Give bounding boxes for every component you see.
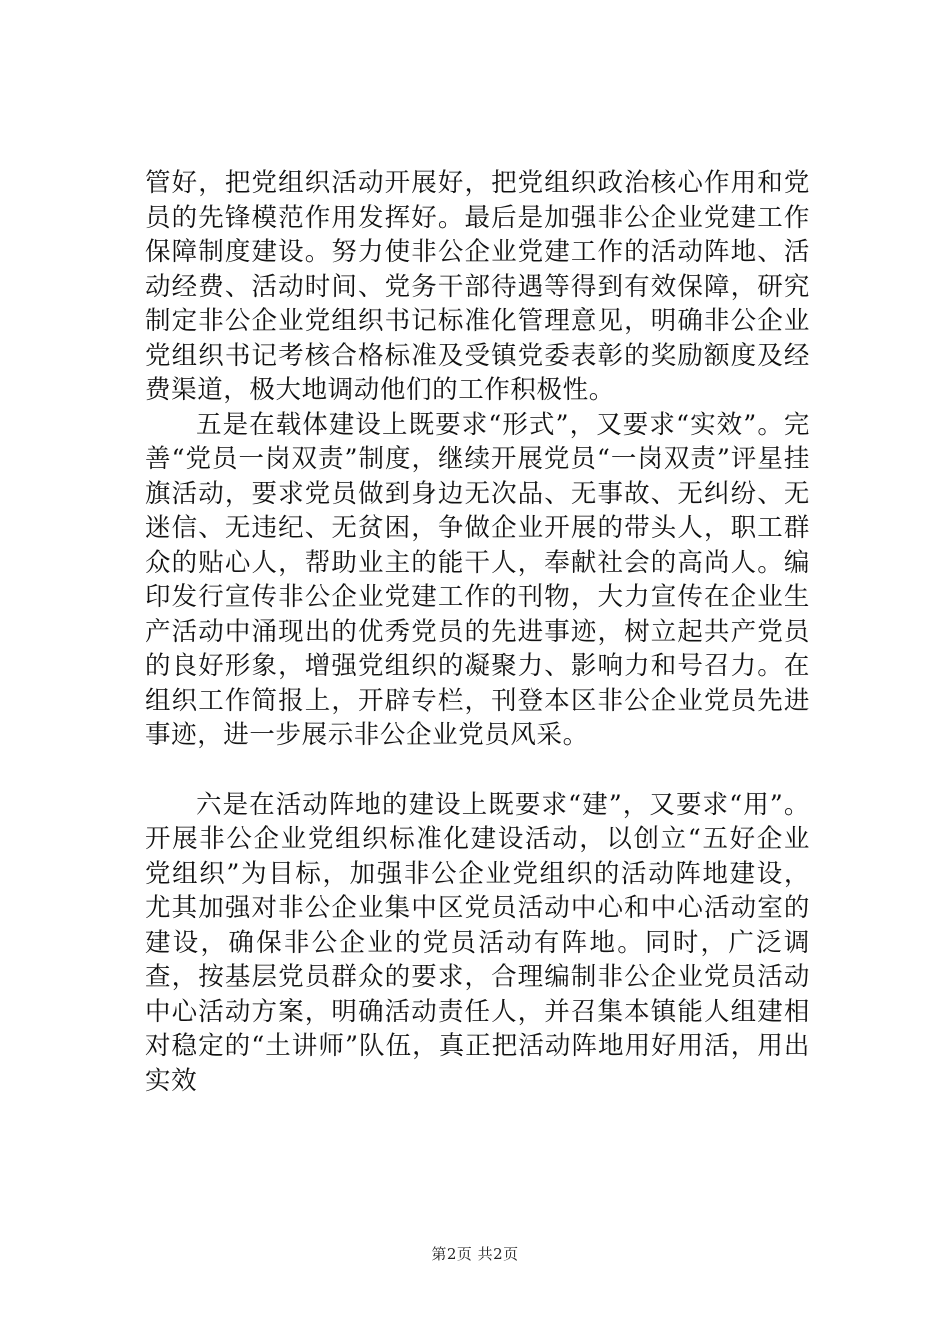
page-number-indicator: 第2页 共2页 <box>431 1245 519 1263</box>
paragraph-six: 六是在活动阵地的建设上既要求“建”，又要求“用”。开展非公企业党组织标准化建设活动，以创立“五好企业党组织”为目标，加强非公企业党组织的活动阵地建设，尤其加强对非公企业集中区党员活动中心和中心活动室的建设，确保非公企业的党员活动有阵地。同时，广泛调查，按基层党员群众的要求，合理编制非公企业党员活动中心活动方案，明确活动责任人，并召集本镇能人组建相对稳定的“土讲师”队伍，真正把活动阵地用好用活，用出实效 <box>145 789 810 1096</box>
document-body <box>145 166 810 1098</box>
paragraph-continued: 管好，把党组织活动开展好，把党组织政治核心作用和党员的先锋模范作用发挥好。最后是加强非公企业党建工作保障制度建设。努力使非公企业党建工作的活动阵地、活动经费、活动时间、党务干部待遇等得到有效保障，研究制定非公企业党组织书记标准化管理意见，明确非公企业党组织书记考核合格标准及受镇党委表彰的奖励额度及经费渠道，极大地调动他们的工作积极性。 <box>145 168 810 405</box>
page-footer <box>0 1244 950 1264</box>
paragraph-five: 五是在载体建设上既要求“形式”，又要求“实效”。完善“党员一岗双责”制度，继续开展党员“一岗双责”评星挂旗活动，要求党员做到身边无次品、无事故、无纠纷、无迷信、无违纪、无贫困，争做企业开展的带头人，职工群众的贴心人，帮助业主的能干人，奉献社会的高尚人。编印发行宣传非公企业党建工作的刊物，大力宣传在企业生产活动中涌现出的优秀党员的先进事迹，树立起共产党员的良好形象，增强党组织的凝聚力、影响力和号召力。在组织工作简报上，开辟专栏，刊登本区非公企业党员先进事迹，进一步展示非公企业党员风采。 <box>145 409 810 750</box>
